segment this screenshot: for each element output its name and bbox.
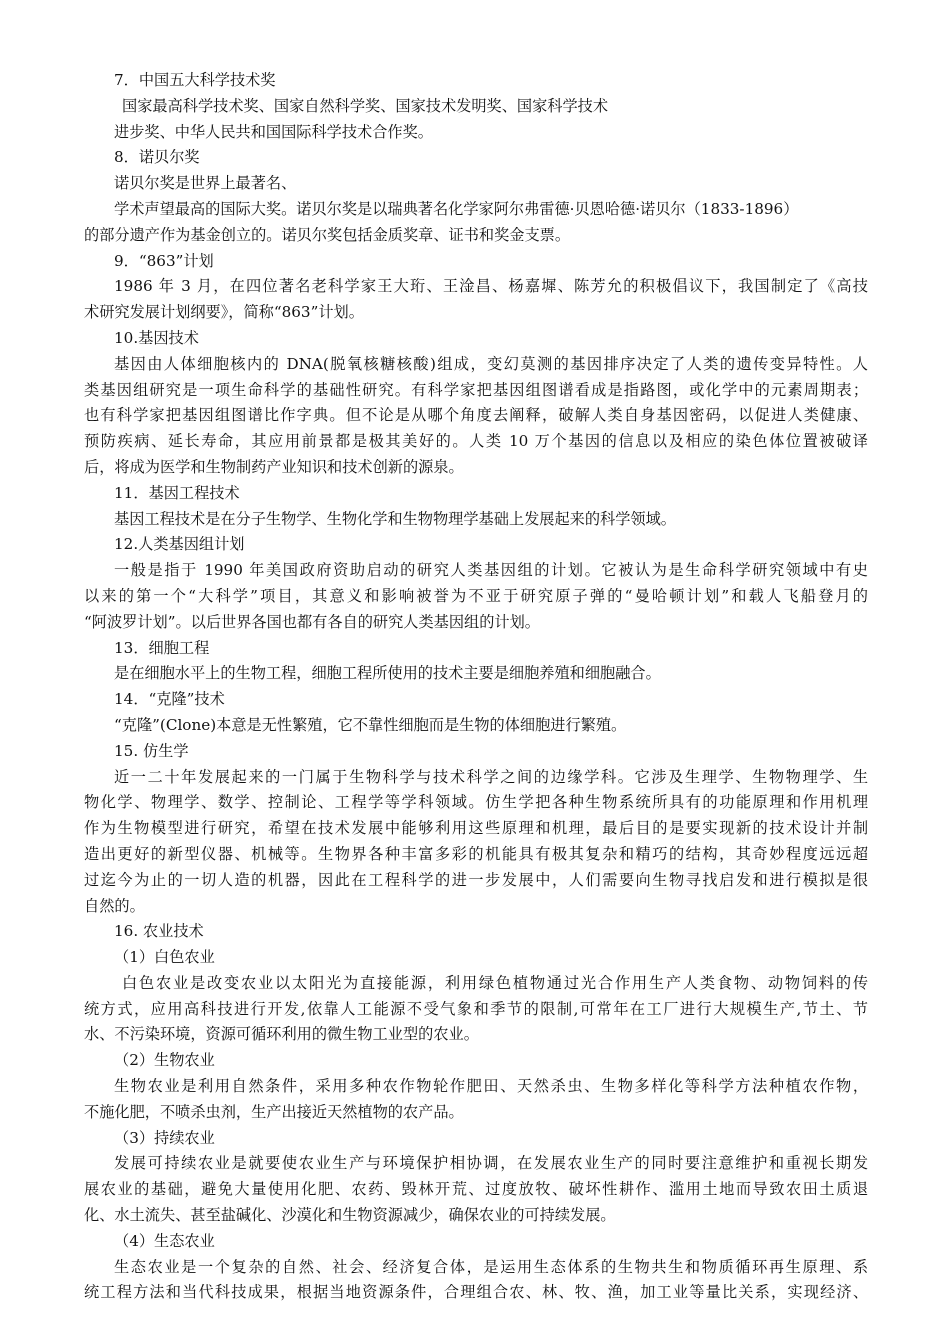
paragraph-line: 类基因组研究是一项生命科学的基础性研究。有科学家把基因组图谱看成是指路图，或化学中的元素周期表； — [84, 380, 868, 399]
paragraph-line: 化、水土流失、甚至盐碱化、沙漠化和生物资源减少，确保农业的可持续发展。 — [84, 1206, 616, 1225]
paragraph-line: 预防疾病、延长寿命，其应用前景都是极其美好的。人类 10 万个基因的信息以及相应的染色体位置被破译 — [84, 432, 868, 451]
paragraph-line: “克隆”(Clone)本意是无性繁殖，它不靠性细胞而是生物的体细胞进行繁殖。 — [114, 715, 627, 734]
paragraph-line: 基因工程技术是在分子生物学、生物化学和生物物理学基础上发展起来的科学领域。 — [114, 509, 676, 528]
heading-15: 15. 仿生学 — [114, 741, 189, 760]
paragraph-line: 不施化肥，不喷杀虫剂，生产出接近天然植物的农产品。 — [84, 1102, 464, 1121]
paragraph-line: 的部分遗产作为基金创立的。诺贝尔奖包括金质奖章、证书和奖金支票。 — [84, 225, 570, 244]
heading-16: 16. 农业技术 — [114, 922, 204, 941]
heading-14: 14．“克隆”技术 — [114, 690, 225, 709]
subheading-white-agriculture: （1）白色农业 — [114, 948, 215, 967]
heading-9: 9．“863”计划 — [114, 251, 214, 270]
paragraph-line: 是在细胞水平上的生物工程，细胞工程所使用的技术主要是细胞养殖和细胞融合。 — [114, 664, 661, 683]
paragraph-line: 作为生物模型进行研究，希望在技术发展中能够利用这些原理和机理，最后目的是要实现新的技术设计并制 — [84, 819, 868, 838]
paragraph-line: 生态农业是一个复杂的自然、社会、经济复合体，是运用生态体系的生物共生和物质循环再生原理、系 — [114, 1257, 868, 1276]
heading-13: 13．细胞工程 — [114, 638, 210, 657]
subheading-sustainable-agriculture: （3）持续农业 — [114, 1128, 215, 1147]
paragraph-line: 自然的。 — [84, 896, 145, 915]
heading-7: 7．中国五大科学技术奖 — [114, 71, 276, 89]
paragraph-line: 发展可持续农业是就要使农业生产与环境保护相协调，在发展农业生产的同时要注意维护和重视长期发 — [114, 1154, 868, 1173]
heading-10: 10.基因技术 — [114, 328, 199, 347]
paragraph-line: 基因由人体细胞核内的 DNA(脱氧核糖核酸)组成，变幻莫测的基因排序决定了人类的遗传变异特性。人 — [114, 354, 868, 373]
paragraph-line: 近一二十年发展起来的一门属于生物科学与技术科学之间的边缘学科。它涉及生理学、生物物理学、生 — [114, 767, 868, 786]
subheading-bio-agriculture: （2）生物农业 — [114, 1051, 215, 1070]
paragraph-line: “阿波罗计划”。以后世界各国也都有各自的研究人类基因组的计划。 — [84, 612, 540, 631]
paragraph-line: 统工程方法和当代科技成果，根据当地资源条件，合理组合农、林、牧、渔，加工业等量比关系，实现经济、 — [84, 1283, 868, 1302]
paragraph-line: 生物农业是利用自然条件，采用多种农作物轮作肥田、天然杀虫、生物多样化等科学方法种植农作物， — [114, 1077, 868, 1096]
document-page — [84, 68, 868, 1306]
paragraph-line: 水、不污染环境，资源可循环利用的微生物工业型的农业。 — [84, 1025, 479, 1044]
heading-11: 11．基因工程技术 — [114, 483, 240, 502]
paragraph-line: 过迄今为止的一切人造的机器，因此在工程科学的进一步发展中，人们需要向生物寻找启发和进行模拟是很 — [84, 870, 868, 889]
paragraph-line: 以来的第一个“大科学”项目，其意义和影响被誉为不亚于研究原子弹的“曼哈顿计划”和载人飞船登月的 — [84, 586, 868, 605]
heading-8: 8．诺贝尔奖 — [114, 148, 200, 167]
paragraph-line: 物化学、物理学、数学、控制论、工程学等学科领域。仿生学把各种生物系统所具有的功能原理和作用机理 — [84, 793, 868, 812]
subheading-eco-agriculture: （4）生态农业 — [114, 1231, 215, 1250]
paragraph-line: 学术声望最高的国际大奖。诺贝尔奖是以瑞典著名化学家阿尔弗雷德·贝恩哈德·诺贝尔（1833-1896） — [114, 199, 799, 218]
paragraph-line: 1986 年 3 月，在四位著名老科学家王大珩、王淦昌、杨嘉墀、陈芳允的积极倡议下，我国制定了《高技 — [114, 277, 868, 296]
paragraph-line: 展农业的基础，避免大量使用化肥、农药、毁林开荒、过度放牧、破坏性耕作、滥用土地而导致农田土质退 — [84, 1180, 868, 1199]
paragraph-line: 白色农业是改变农业以太阳光为直接能源，利用绿色植物通过光合作用生产人类食物、动物饲料的传 — [122, 973, 868, 992]
paragraph-line: 一般是指于 1990 年美国政府资助启动的研究人类基因组的计划。它被认为是生命科学研究领域中有史 — [114, 561, 868, 580]
paragraph-line: 术研究发展计划纲要》，简称“863”计划。 — [84, 303, 364, 322]
paragraph-line: 国家最高科学技术奖、国家自然科学奖、国家技术发明奖、国家科学技术 — [122, 96, 608, 115]
heading-12: 12.人类基因组计划 — [114, 535, 245, 554]
paragraph-line: 诺贝尔奖是世界上最著名、 — [114, 174, 297, 193]
paragraph-line: 统方式，应用高科技进行开发,依靠人工能源不受气象和季节的限制,可常年在工厂进行大规模生产,节土、节 — [84, 999, 868, 1018]
paragraph-line: 后，将成为医学和生物制药产业知识和技术创新的源泉。 — [84, 457, 464, 476]
paragraph-line: 进步奖、中华人民共和国国际科学技术合作奖。 — [114, 122, 433, 141]
paragraph-line: 造出更好的新型仪器、机械等。生物界各种丰富多彩的机能具有极其复杂和精巧的结构，其奇妙程度远远超 — [84, 844, 868, 863]
paragraph-line: 也有科学家把基因组图谱比作字典。但不论是从哪个角度去阐释，破解人类自身基因密码，以促进人类健康、 — [84, 406, 868, 425]
